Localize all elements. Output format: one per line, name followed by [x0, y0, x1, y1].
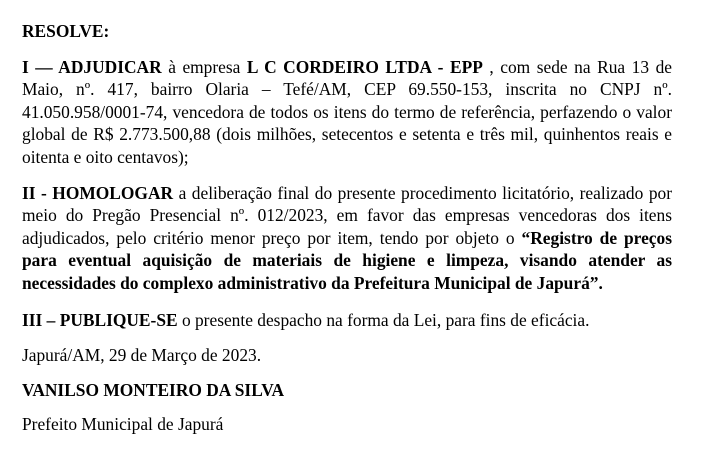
adjudicar-text-a: à empresa: [161, 56, 247, 77]
document-body: [22, 20, 672, 436]
homologar-object: “Registro de preços para eventual aquisição de materiais de higiene e limpeza, visando atender as necessidades do complexo administrativo da Prefeitura Municipal de Japurá”.: [22, 227, 672, 293]
item-adjudicar: [22, 56, 672, 169]
publique-text: o presente despacho na forma da Lei, para fins de eficácia.: [177, 309, 590, 330]
signer-name-text: VANILSO MONTEIRO DA SILVA: [22, 379, 285, 400]
signer-name: [22, 379, 672, 402]
item-homologar: [22, 182, 672, 295]
resolve-heading-text: RESOLVE:: [22, 21, 110, 41]
homologar-text-a: a deliberação final do presente procedimento licitatório, realizado por meio do Pregão Presencial nº. 012/2023, em favor das empresas vencedoras dos itens adjudicados, pelo critério menor preço por item, tendo por objeto o: [22, 182, 672, 248]
homologar-prefix: II - HOMOLOGAR: [22, 182, 174, 203]
date-line: Japurá/AM, 29 de Março de 2023.: [22, 345, 262, 366]
item-publique: [22, 309, 672, 332]
publique-prefix: III – PUBLIQUE-SE: [22, 309, 178, 330]
adjudicar-prefix: I — ADJUDICAR: [22, 56, 162, 77]
adjudicar-text-b: , com sede na Rua 13 de Maio, nº. 417, bairro Olaria – Tefé/AM, CEP 69.550-153, inscrita no CNPJ nº. 41.050.958/0001-74, vencedora de todos os itens do termo de referência, perfazendo o valor global de R$ 2.773.500,88 (dois milhões, setecentos e setenta e três mil, quinhentos reais e oitenta e oito centavos);: [22, 56, 672, 167]
resolve-heading: [22, 20, 672, 43]
signer-title: Prefeito Municipal de Japurá: [22, 414, 224, 435]
company-name: L C CORDEIRO LTDA - EPP: [246, 56, 483, 77]
